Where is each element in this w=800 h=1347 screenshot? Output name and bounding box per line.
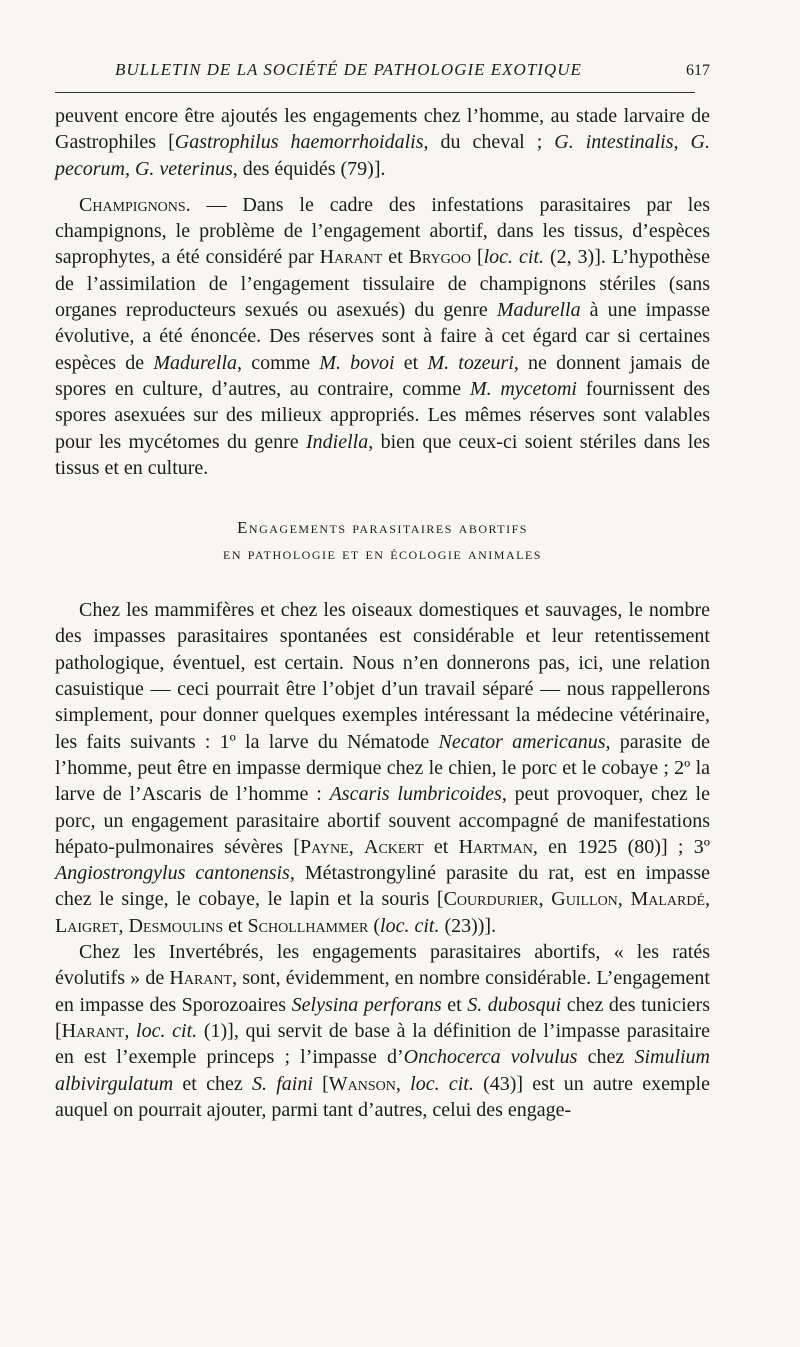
running-header	[55, 60, 710, 80]
section-heading-line-1: Engagements parasitaires abortifs	[237, 518, 528, 538]
paragraph-champignons: Champignons. — Dans le cadre des infestations parasitaires par les champignons, le problème de l’engagement abortif, dans les tissus, d’espèces saprophytes, a été considéré par Harant et Brygoo [loc. cit. (2, 3)]. L’hypothèse de l’assimilation de l’engagement tissulaire de champignons stériles (sans organes reproducteurs sexués ou asexués) du genre Madurella à une impasse évolutive, a été énoncée. Des réserves sont à faire à cet égard car si certaines espèces de Madurella, comme M. bovoi et M. tozeuri, ne donnent jamais de spores en culture, d’autres, au contraire, comme M. mycetomi fournissent des spores asexuées sur des milieux appropriés. Les mêmes réserves sont valables pour les mycétomes du genre Indiella, bien que ceux-ci soient stériles dans les tissus et en culture.	[55, 193, 711, 479]
section-label-champignons: Champignons.	[79, 193, 191, 216]
paragraph-mammiferes: Chez les mammifères et chez les oiseaux domestiques et sauvages, le nombre des impasses parasitaires spontanées est considérable et leur retentissement pathologique, éventuel, est certain. Nous n’en donnerons pas, ici, une relation casuistique — ceci pourrait être l’objet d’un travail séparé — nous rappellerons simplement, pour donner quelques exemples intéressant la médecine vétérinaire, les faits suivants : 1º la larve du Nématode Necator americanus, parasite de l’homme, peut être en impasse dermique chez le chien, le porc et le cobaye ; 2º la larve de l’Ascaris de l’homme : Ascaris lumbricoides, peut provoquer, chez le porc, un engagement parasitaire abortif souvent accompagné de manifestations hépato-pulmonaires sévères [Payne, Ackert et Hartman, en 1925 (80)] ; 3º Angiostrongylus cantonensis, Métastrongyliné parasite du rat, est en impasse chez le singe, le cobaye, le lapin et la souris [Courdurier, Guillon, Malardé, Laigret, Desmoulins et Schollhammer (loc. cit. (23))].	[55, 599, 711, 937]
page-number: 617	[686, 62, 710, 79]
section-heading	[55, 515, 710, 567]
section-heading-line-2: en pathologie et en écologie animales	[223, 544, 542, 564]
page	[55, 60, 710, 1123]
header-rule	[55, 92, 695, 93]
paragraph-gastrophiles: peuvent encore être ajoutés les engagements chez l’homme, au stade larvaire de Gastrophiles [Gastrophilus haemorrhoidalis, du cheval ; G. intestinalis, G. pecorum, G. veterinus, des équidés (79)].	[55, 105, 710, 180]
journal-title: BULLETIN DE LA SOCIÉTÉ DE PATHOLOGIE EXOTIQUE	[115, 60, 582, 79]
paragraph-invertebres: Chez les Invertébrés, les engagements parasitaires abortifs, « les ratés évolutifs » de Harant, sont, évidemment, en nombre considérable. L’engagement en impasse des Sporozoaires Selysina perforans et S. dubosqui chez des tuniciers [Harant, loc. cit. (1)], qui servit de base à la définition de l’impasse parasitaire en est l’exemple princeps ; l’impasse d’Onchocerca volvulus chez Simulium albivirgulatum et chez S. faini [Wanson, loc. cit. (43)] est un autre exemple auquel on pourrait ajouter, parmi tant d’autres, celui des engage-	[55, 941, 710, 1121]
